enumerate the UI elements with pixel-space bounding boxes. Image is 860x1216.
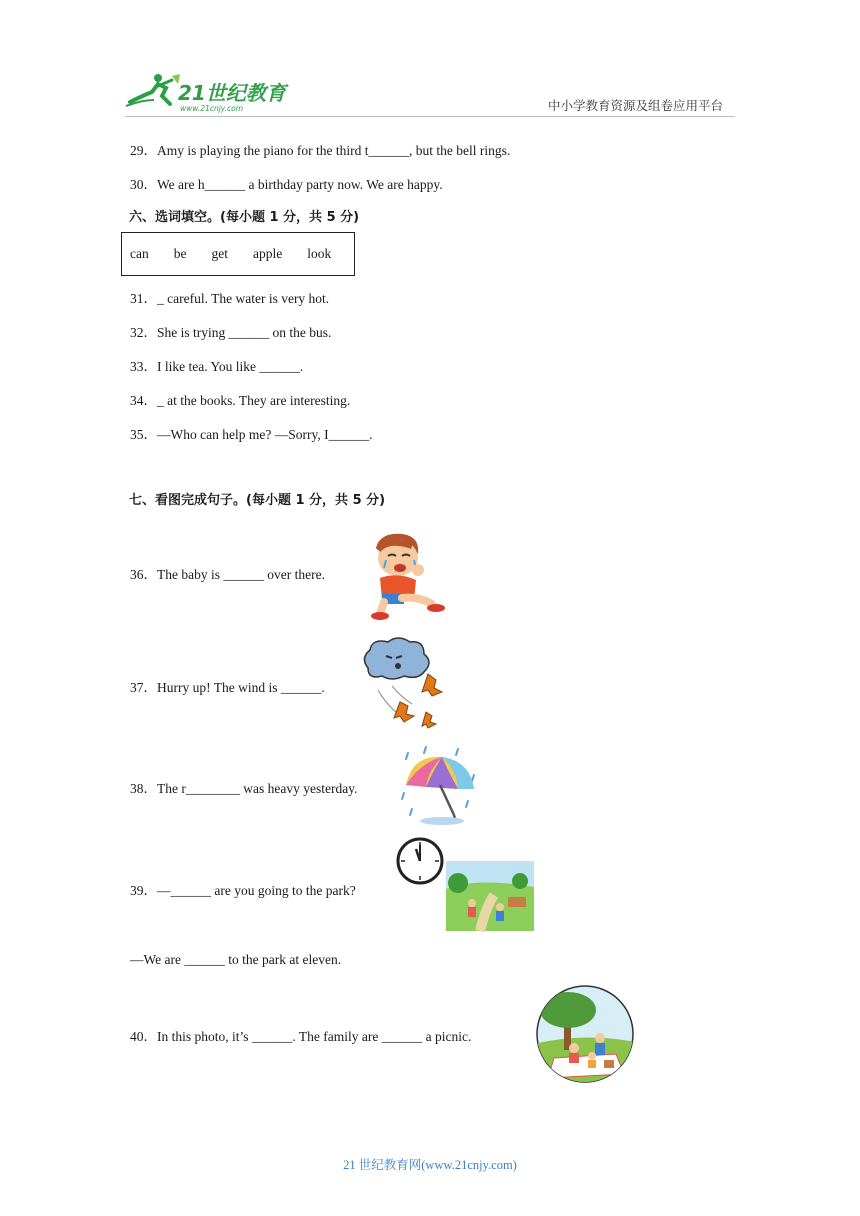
svg-text:www.21cnjy.com: www.21cnjy.com xyxy=(180,104,244,113)
question-39: 39．—______ are you going to the park? xyxy=(130,883,356,898)
question-29: 29．Amy is playing the piano for the third t______, but the bell rings. xyxy=(130,143,511,158)
header-slogan: 中小学教育资源及组卷应用平台 xyxy=(548,99,724,113)
section-6-title: 六、选词填空。(每小题 1 分，共 5 分) xyxy=(129,210,360,225)
site-logo xyxy=(122,70,292,114)
footer-text: 21 世纪教育网(www.21cnjy.com) xyxy=(343,1158,517,1172)
word-bank-item: look xyxy=(307,246,332,261)
question-30: 30．We are h______ a birthday party now. We are happy. xyxy=(130,177,443,192)
question-38: 38．The r________ was heavy yesterday. xyxy=(130,781,358,796)
crying-boy-icon xyxy=(362,528,450,624)
word-bank xyxy=(121,232,355,276)
park-scene-icon xyxy=(446,861,534,931)
question-32: 32．She is trying ______ on the bus. xyxy=(130,325,332,340)
clock-icon xyxy=(398,839,442,883)
word-bank-item: apple xyxy=(252,246,283,261)
header-divider xyxy=(125,116,735,117)
clock-park-icon xyxy=(394,837,538,937)
word-bank-item: get xyxy=(211,246,228,261)
question-35: 35．—Who can help me? —Sorry, I______. xyxy=(130,427,373,442)
question-36: 36．The baby is ______ over there. xyxy=(130,567,325,582)
runner-icon xyxy=(126,74,180,106)
answer-39: —We are ______ to the park at eleven. xyxy=(130,952,342,967)
svg-text:21世纪教育: 21世纪教育 xyxy=(178,81,286,105)
question-31: 31．_ careful. The water is very hot. xyxy=(130,291,330,306)
word-bank-item: be xyxy=(173,246,187,261)
question-40: 40．In this photo, it’s ______. The family are ______ a picnic. xyxy=(130,1029,472,1044)
word-bank-item: can xyxy=(130,246,149,261)
question-34: 34．_ at the books. They are interesting. xyxy=(130,393,351,408)
question-33: 33．I like tea. You like ______. xyxy=(130,359,304,374)
picnic-icon xyxy=(534,984,636,1088)
question-37: 37．Hurry up! The wind is ______. xyxy=(130,680,325,695)
section-7-title: 七、看图完成句子。(每小题 1 分，共 5 分) xyxy=(129,493,386,508)
umbrella-rain-icon xyxy=(398,745,482,833)
windy-cloud-icon xyxy=(358,634,454,736)
